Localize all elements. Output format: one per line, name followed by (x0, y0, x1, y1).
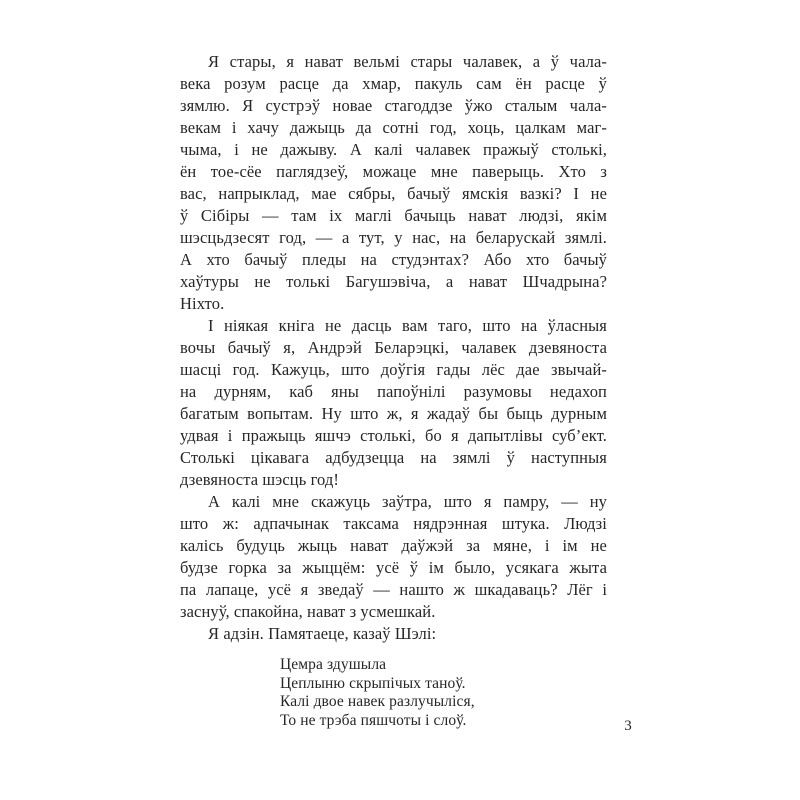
text-line: Ніхто. (180, 294, 225, 313)
text-line: хаўтуры не толькі Багушэвіча, а нават Шчадрына? (180, 272, 607, 291)
text-line: удвая і пражыць яшчэ столькі, бо я дапытлівы суб’ект. (180, 426, 607, 445)
text-line: ў Сібіры — там іх маглі бачыць нават людзі, якім (180, 206, 607, 225)
paragraph (180, 491, 607, 623)
text-line: І ніякая кніга не дасць вам таго, што на ўласныя (208, 316, 607, 335)
text-line: Я стары, я нават вельмі стары чалавек, а ў чала- (208, 52, 607, 71)
text-line: векам і хачу дажыць да сотні год, хоць, цалкам маг- (180, 118, 607, 137)
text-line: будзе горка за жыццём: усё ў ім было, усякага жыта (180, 558, 607, 577)
paragraph (180, 315, 607, 491)
text-line: калісь будуць жыць нават даўжэй за мяне, і ім не (180, 536, 607, 555)
text-line: вас, напрыклад, мае сябры, бачыў ямскія вазкі? І не (180, 184, 607, 203)
page-number: 3 (624, 718, 632, 734)
verse-quote (280, 656, 607, 730)
text-line: ён тое-сёе паглядзеў, можаце мне паверыць. Хто з (180, 162, 607, 181)
text-line: што ж: адпачынак таксама нядрэнная штука. Людзі (180, 514, 607, 533)
text-line: на дурням, каб яны папоўнілі разумовы недахоп (180, 382, 607, 401)
text-line: века розум расце да хмар, пакуль сам ён расце ў (180, 74, 607, 93)
paragraph (180, 623, 607, 645)
verse-line: Калі двое навек разлучыліся, (280, 693, 475, 710)
verse-line: Цеплыню скрыпічых таноў. (280, 674, 466, 692)
text-line: А калі мне скажуць заўтра, што я памру, — ну (208, 492, 607, 511)
paragraph (180, 51, 607, 315)
text-line: зямлю. Я сустрэў новае стагоддзе ўжо сталым чала- (180, 96, 607, 115)
text-line: шасці год. Кажуць, што доўгія гады лёс дае звычай- (180, 360, 607, 379)
text-line: дзевяноста шэсць год! (180, 470, 339, 489)
text-line: багатым вопытам. Ну што ж, я жадаў бы быць дурным (180, 404, 607, 423)
text-line: Я адзін. Памятаеце, казаў Шэлі: (208, 624, 437, 643)
text-line: А хто бачыў пледы на студэнтах? Або хто бачыў (180, 250, 607, 269)
text-line: шэсцьдзесят год, — а тут, у нас, на беларускай зямлі. (180, 228, 607, 247)
text-line: па лапаце, усё я зведаў — нашто ж шкадаваць? Лёг і (180, 580, 607, 599)
text-block (180, 51, 607, 730)
text-line: Столькі цікавага адбудзецца на зямлі ў наступныя (180, 448, 607, 467)
verse-line: То не трэба пяшчоты і слоў. (280, 711, 467, 729)
text-line: вочы бачыў я, Андрэй Беларэцкі, чалавек дзевяноста (180, 338, 607, 357)
verse-line: Цемра здушыла (280, 656, 387, 673)
text-line: заснуў, спакойна, нават з усмешкай. (180, 602, 436, 621)
text-line: чыма, і не дажыву. А калі чалавек пражыў столькі, (180, 140, 607, 159)
